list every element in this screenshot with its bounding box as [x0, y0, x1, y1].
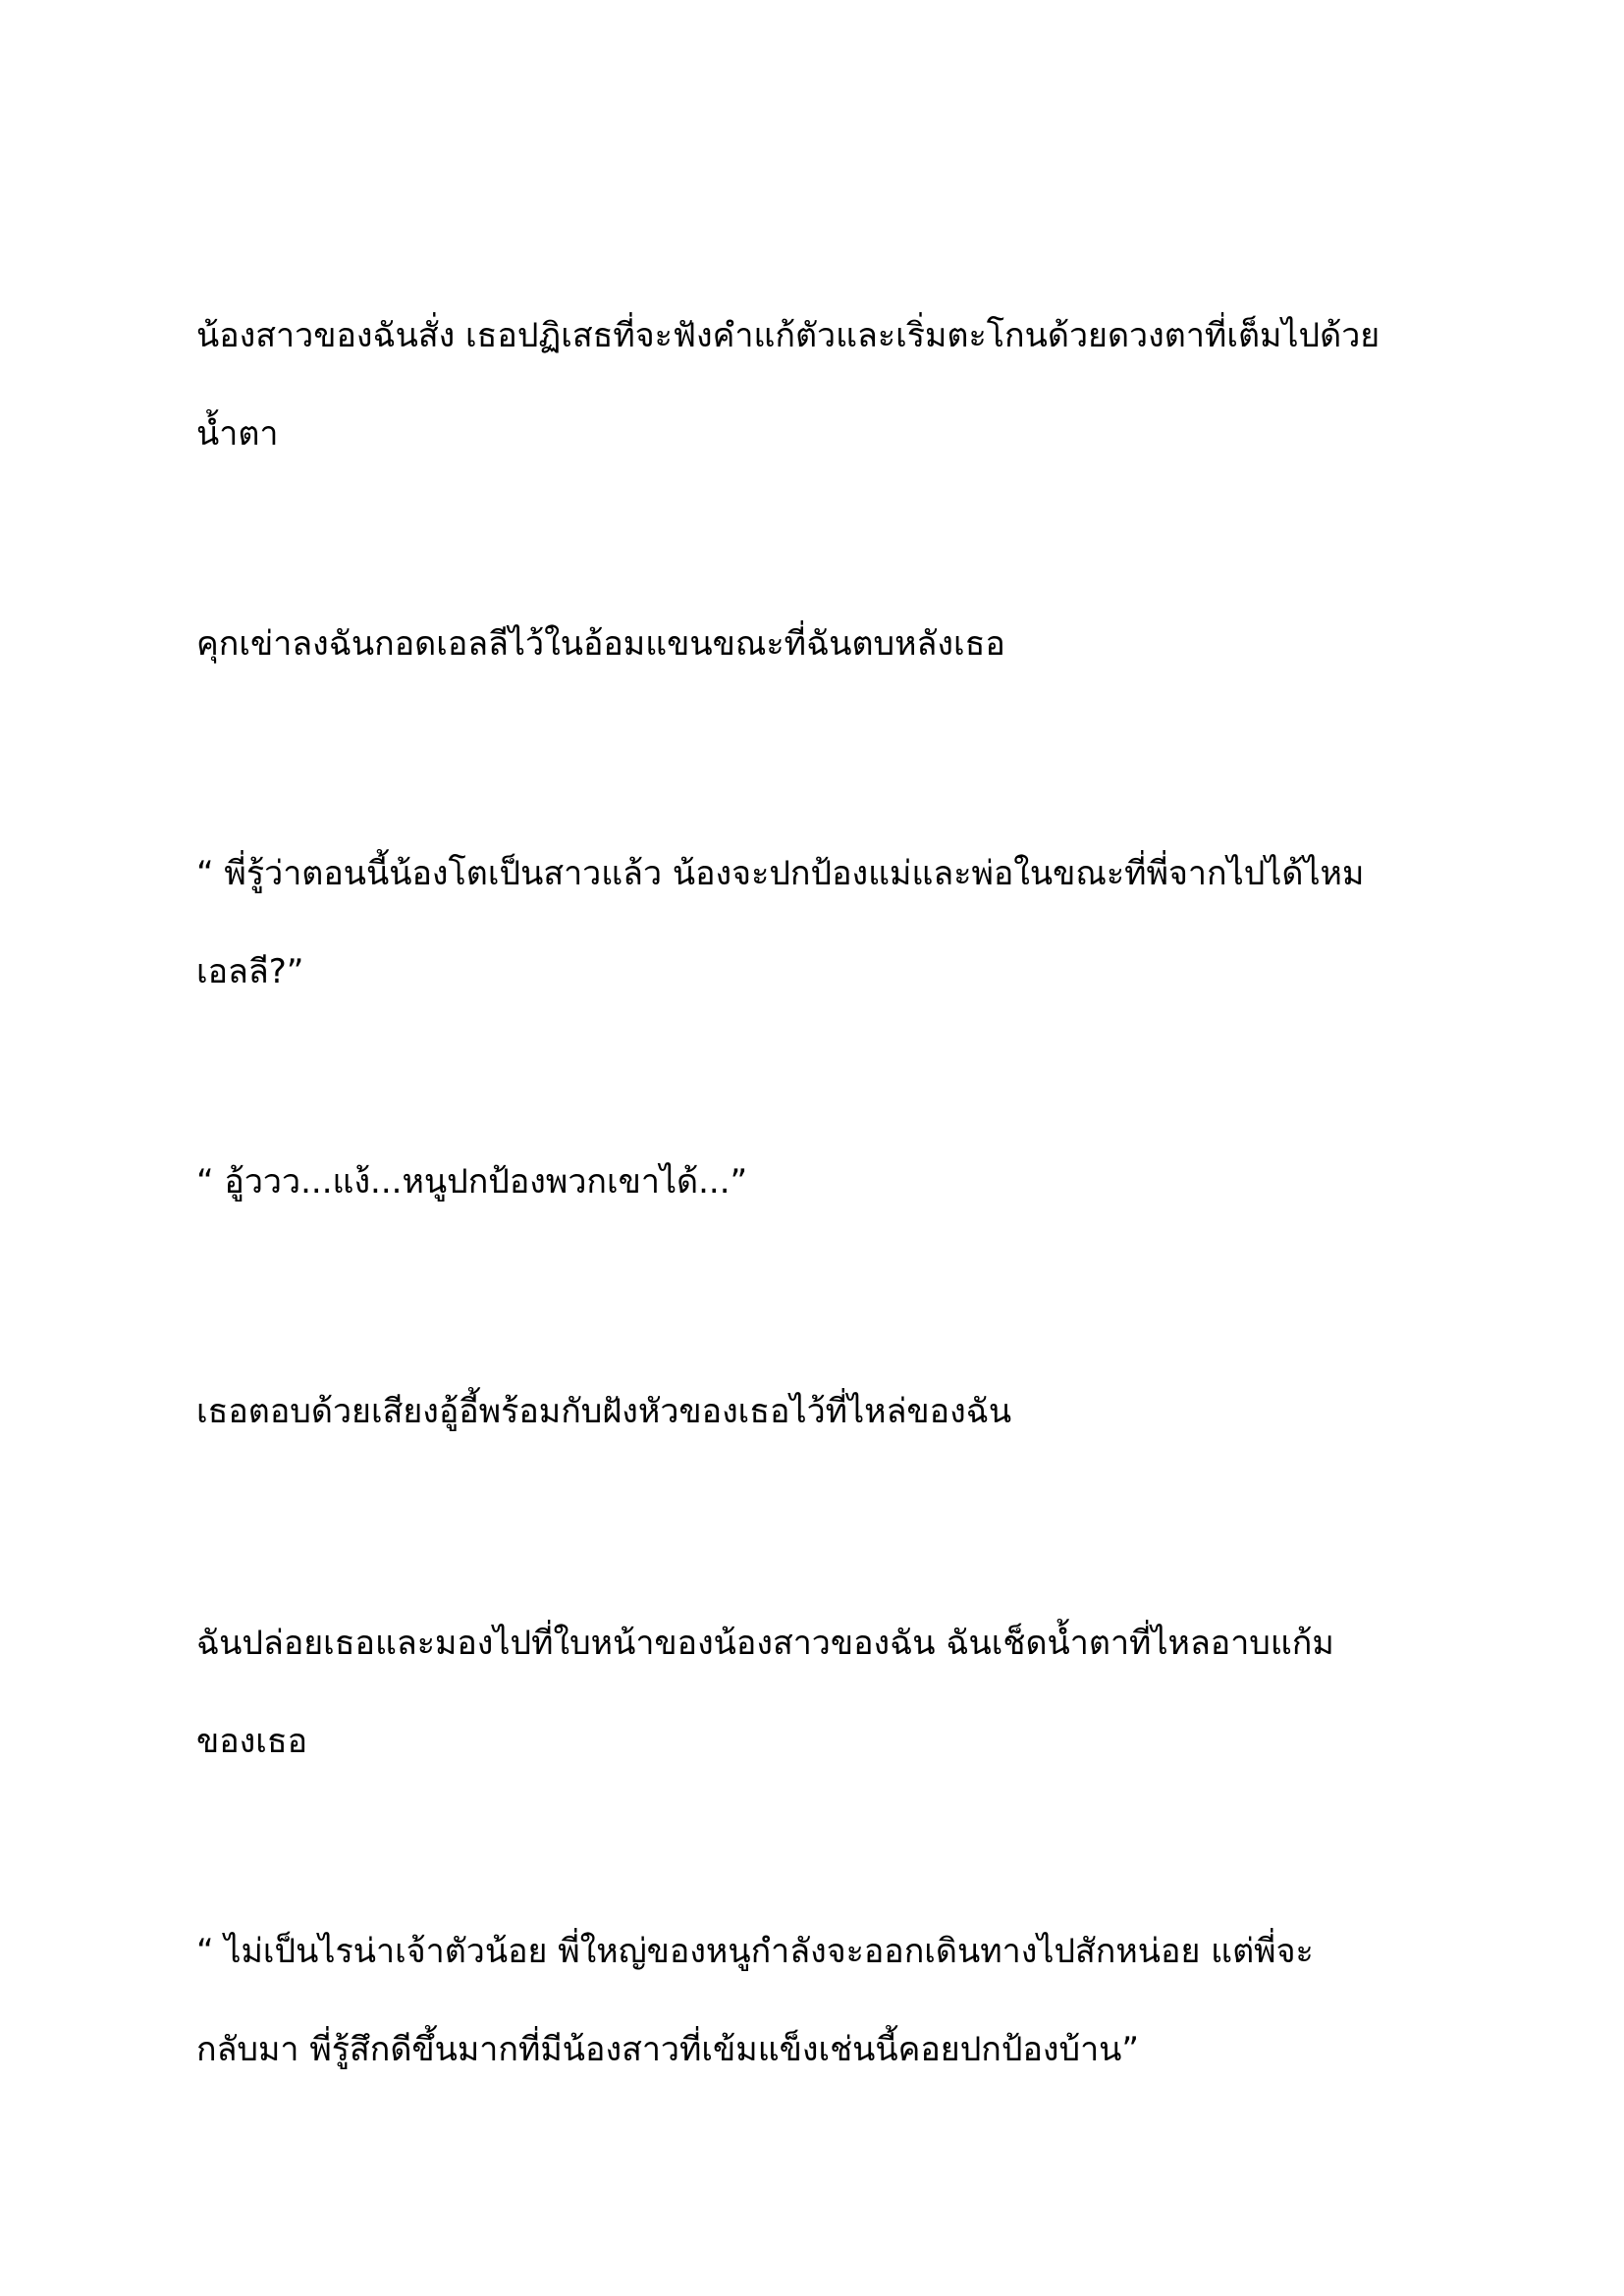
paragraph-6-line-1: ฉันปล่อยเธอและมองไปที่ใบหน้าของน้องสาวของฉัน ฉันเช็ดน้ำตาที่ไหลอาบแก้ม	[196, 1624, 1334, 1663]
paragraph-7-line-2: กลับมา พี่รู้สึกดีขึ้นมากที่มีน้องสาวที่เข้มแข็งเช่นนี้คอยปกป้องบ้าน”	[196, 2030, 1140, 2069]
paragraph-3-line-2: เอลลี?”	[196, 952, 304, 991]
paragraph-1-line-2: น้ำตา	[196, 414, 279, 454]
paragraph-7-line-1: “ ไม่เป็นไรน่าเจ้าตัวน้อย พี่ใหญ่ของหนูกำลังจะออกเดินทางไปสักหน่อย แต่พี่จะ	[196, 1932, 1314, 1971]
paragraph-4-line-1: “ อู้ววว...แง้...หนูปกป้องพวกเขาได้...”	[196, 1162, 748, 1201]
paragraph-5	[196, 1362, 1434, 1461]
paragraph-2	[196, 595, 1434, 693]
paragraph-6-line-2: ของเธอ	[196, 1722, 308, 1761]
paragraph-1-line-1: น้องสาวของฉันสั่ง เธอปฏิเสธที่จะฟังคำแก้ตัวและเริ่มตะโกนด้วยดวงตาที่เต็มไปด้วย	[196, 316, 1380, 355]
paragraph-5-line-1: เธอตอบด้วยเสียงอู้อี้พร้อมกับฝังหัวของเธอไว้ที่ไหล่ของฉัน	[196, 1392, 1012, 1431]
paragraph-3-dialogue	[196, 825, 1434, 1021]
paragraph-2-line-1: คุกเข่าลงฉันกอดเอลลีไว้ในอ้อมแขนขณะที่ฉันตบหลังเธอ	[196, 624, 1005, 664]
paragraph-3-line-1: “ พี่รู้ว่าตอนนี้น้องโตเป็นสาวแล้ว น้องจะปกป้องแม่และพ่อในขณะที่พี่จากไปได้ไหม	[196, 854, 1365, 893]
paragraph-6	[196, 1594, 1434, 1790]
paragraph-1	[196, 287, 1434, 483]
paragraph-7-dialogue	[196, 1902, 1434, 2099]
paragraph-4-dialogue	[196, 1133, 1434, 1231]
